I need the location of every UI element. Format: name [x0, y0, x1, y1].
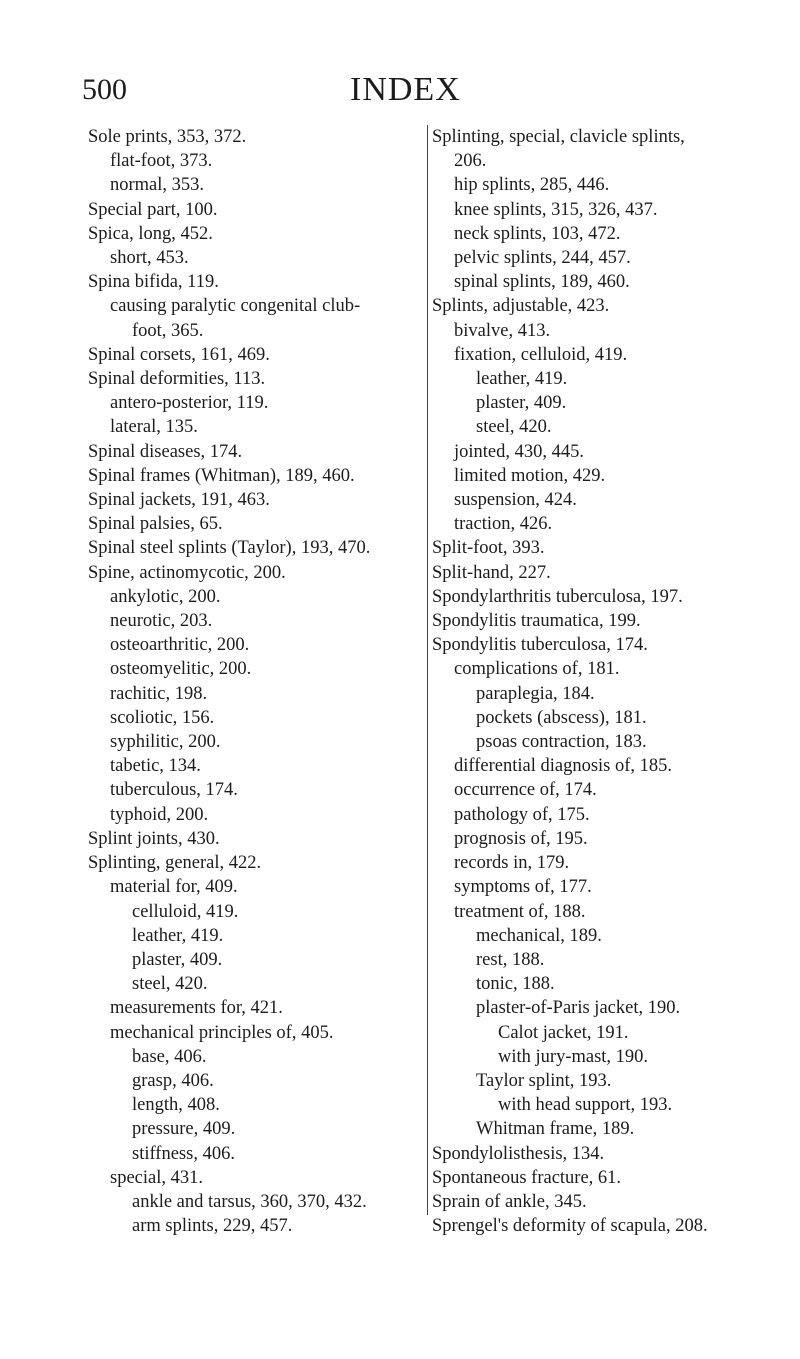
index-subentry: antero-posterior, 119.: [110, 393, 269, 414]
index-subentry: Whitman frame, 189.: [476, 1119, 635, 1140]
index-subentry: leather, 419.: [132, 925, 224, 946]
index-subentry: arm splints, 229, 457.: [132, 1216, 293, 1237]
index-subentry: tabetic, 134.: [110, 756, 201, 777]
index-entry: Spondylarthritis tuberculosa, 197.: [432, 586, 683, 607]
index-subentry: complications of, 181.: [454, 659, 620, 680]
index-entry: Special part, 100.: [88, 199, 218, 220]
index-subentry: lateral, 135.: [110, 417, 198, 438]
index-subentry: flat-foot, 373.: [110, 151, 213, 172]
index-subentry: plaster, 409.: [132, 949, 223, 970]
index-subentry: causing paralytic congenital club-: [110, 296, 361, 317]
index-entry: Split-foot, 393.: [432, 538, 545, 559]
index-subentry: plaster-of-Paris jacket, 190.: [476, 998, 681, 1019]
page-header: [0, 72, 800, 112]
index-subentry: knee splints, 315, 326, 437.: [454, 199, 658, 220]
index-subentry: normal, 353.: [110, 175, 205, 196]
index-subentry: tonic, 188.: [476, 974, 555, 995]
index-subentry: plaster, 409.: [476, 393, 567, 414]
index-subentry: pelvic splints, 244, 457.: [454, 248, 631, 269]
index-entry: Splints, adjustable, 423.: [432, 296, 610, 317]
index-subentry: steel, 420.: [132, 974, 208, 995]
index-subentry: measurements for, 421.: [110, 998, 283, 1019]
index-subentry: differential diagnosis of, 185.: [454, 756, 673, 777]
index-entry: Spinal diseases, 174.: [88, 441, 243, 462]
index-entry: Sprengel's deformity of scapula, 208.: [432, 1216, 708, 1237]
index-subentry: base, 406.: [132, 1046, 207, 1067]
index-subentry: treatment of, 188.: [454, 901, 586, 922]
index-entry: Spontaneous fracture, 61.: [432, 1167, 622, 1188]
index-subentry: grasp, 406.: [132, 1070, 214, 1091]
index-subentry: ankle and tarsus, 360, 370, 432.: [132, 1191, 367, 1212]
index-entry: Spine, actinomycotic, 200.: [88, 562, 286, 583]
index-subentry: osteoarthritic, 200.: [110, 635, 250, 656]
index-subentry: spinal splints, 189, 460.: [454, 272, 630, 293]
index-entry: Sprain of ankle, 345.: [432, 1191, 587, 1212]
index-subentry: typhoid, 200.: [110, 804, 209, 825]
index-subentry: pockets (abscess), 181.: [476, 707, 647, 728]
index-subentry: rest, 188.: [476, 949, 545, 970]
index-entry: Spinal palsies, 65.: [88, 514, 223, 535]
index-subentry: pathology of, 175.: [454, 804, 590, 825]
index-entry: Spinal steel splints (Taylor), 193, 470.: [88, 538, 371, 559]
index-subentry: scoliotic, 156.: [110, 707, 215, 728]
index-subentry: occurrence of, 174.: [454, 780, 597, 801]
index-subentry: pressure, 409.: [132, 1119, 236, 1140]
index-subentry: bivalve, 413.: [454, 320, 551, 341]
index-entry: Spica, long, 452.: [88, 223, 213, 244]
index-subentry: suspension, 424.: [454, 490, 577, 511]
index-subentry: Calot jacket, 191.: [498, 1022, 629, 1043]
index-subentry: psoas contraction, 183.: [476, 732, 647, 753]
index-subentry: neck splints, 103, 472.: [454, 223, 621, 244]
index-subentry: steel, 420.: [476, 417, 552, 438]
index-subentry: limited motion, 429.: [454, 465, 606, 486]
index-subentry: with head support, 193.: [498, 1095, 673, 1116]
index-subentry: special, 431.: [110, 1167, 203, 1188]
index-entry: Spondylitis traumatica, 199.: [432, 611, 641, 632]
index-subentry: 206.: [454, 151, 487, 172]
index-subentry: mechanical principles of, 405.: [110, 1022, 334, 1043]
index-subentry: Taylor splint, 193.: [476, 1070, 612, 1091]
index-subentry: length, 408.: [132, 1095, 220, 1116]
index-subentry: prognosis of, 195.: [454, 828, 588, 849]
index-subentry: leather, 419.: [476, 369, 568, 390]
index-entry: Spinal frames (Whitman), 189, 460.: [88, 465, 355, 486]
index-subentry: paraplegia, 184.: [476, 683, 595, 704]
index-subentry: rachitic, 198.: [110, 683, 208, 704]
index-entry: Sole prints, 353, 372.: [88, 127, 247, 147]
index-subentry: tuberculous, 174.: [110, 780, 238, 801]
index-subentry: neurotic, 203.: [110, 611, 213, 632]
index-subentry: celluloid, 419.: [132, 901, 239, 922]
index-subentry: hip splints, 285, 446.: [454, 175, 610, 196]
index-entry: Splinting, general, 422.: [88, 853, 262, 874]
index-subentry: symptoms of, 177.: [454, 877, 592, 898]
page-title: INDEX: [350, 71, 461, 108]
index-entry: Spinal jackets, 191, 463.: [88, 490, 270, 511]
index-entry: Splinting, special, clavicle splints,: [432, 127, 685, 147]
index-entry: Splint joints, 430.: [88, 828, 220, 849]
page-number: 500: [82, 73, 127, 106]
index-entry: Spinal corsets, 161, 469.: [88, 344, 270, 365]
index-entry: Spondylitis tuberculosa, 174.: [432, 635, 648, 656]
index-subentry: short, 453.: [110, 248, 189, 269]
index-subentry: mechanical, 189.: [476, 925, 602, 946]
index-subentry: traction, 426.: [454, 514, 553, 535]
index-subentry: fixation, celluloid, 419.: [454, 344, 628, 365]
index-subentry: records in, 179.: [454, 853, 570, 874]
index-subentry: foot, 365.: [132, 320, 204, 341]
index-column-left: [88, 125, 420, 1238]
index-subentry: stiffness, 406.: [132, 1143, 235, 1164]
index-entry: Spinal deformities, 113.: [88, 369, 266, 390]
index-subentry: with jury-mast, 190.: [498, 1046, 649, 1067]
index-entry: Spondylolisthesis, 134.: [432, 1143, 605, 1164]
index-entry: Split-hand, 227.: [432, 562, 551, 583]
index-subentry: ankylotic, 200.: [110, 586, 221, 607]
index-subentry: jointed, 430, 445.: [454, 441, 585, 462]
index-subentry: syphilitic, 200.: [110, 732, 221, 753]
index-column-right: [427, 125, 788, 1237]
index-subentry: material for, 409.: [110, 877, 238, 898]
index-entry: Spina bifida, 119.: [88, 272, 219, 293]
index-subentry: osteomyelitic, 200.: [110, 659, 252, 680]
